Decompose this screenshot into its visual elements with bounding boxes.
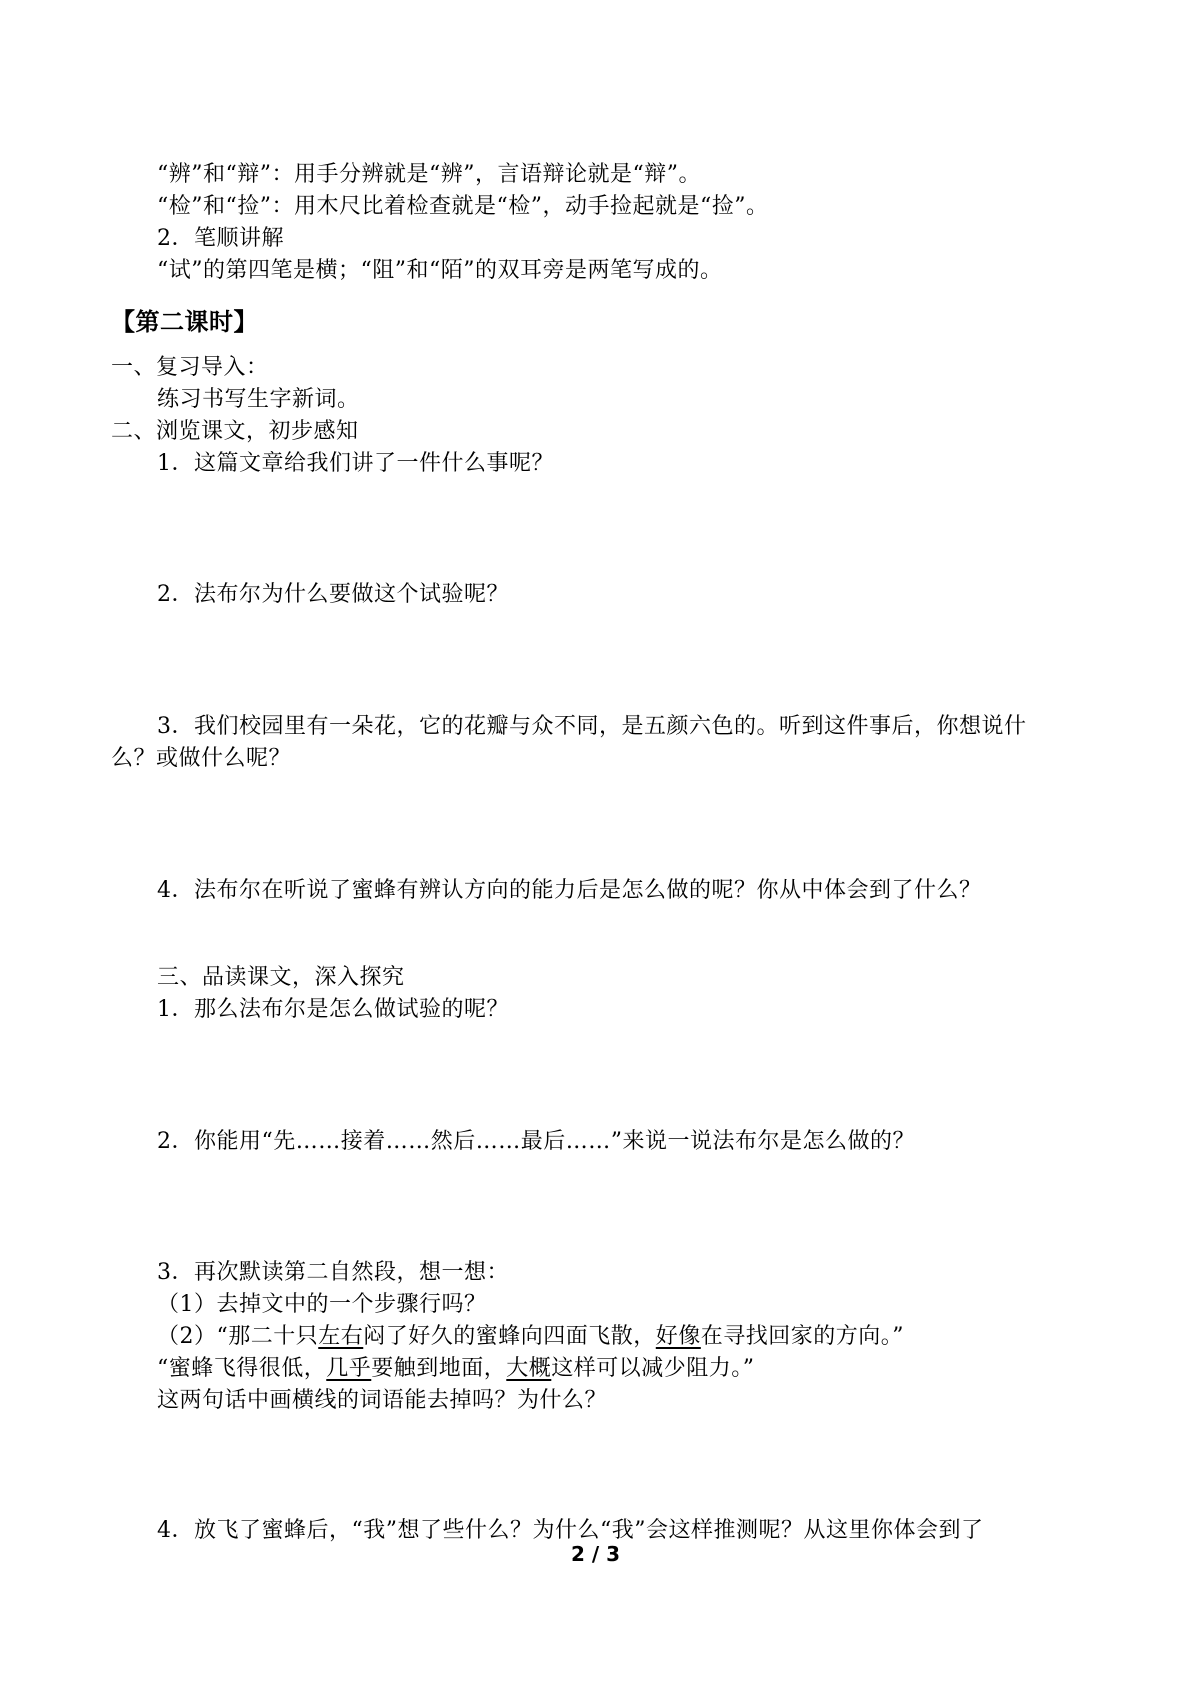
text-span: “蜜蜂飞得很低， (157, 1356, 327, 1381)
part-title: 三、品读课文，深入探究 (157, 965, 405, 990)
text-line: “辨”和“辩”：用手分辨就是“辨”，言语辩论就是“辩”。 (157, 162, 701, 187)
underlined-word: 几乎 (326, 1356, 372, 1381)
part-title: 一、复习导入： (111, 355, 269, 380)
text-span: 这样可以减少阻力。” (551, 1356, 755, 1381)
question: 3．我们校园里有一朵花，它的花瓣与众不同，是五颜六色的。听到这件事后，你想说什 (157, 714, 1027, 739)
underlined-word: 好像 (655, 1324, 701, 1349)
question: 这两句话中画横线的词语能去掉吗？为什么？ (157, 1388, 608, 1413)
text-span: 要触到地面， (371, 1356, 507, 1381)
question: 4．法布尔在听说了蜜蜂有辨认方向的能力后是怎么做的呢？你从中体会到了什么？ (157, 878, 982, 903)
text-span: （2）“那二十只 (157, 1324, 319, 1349)
sub-question: （1）去掉文中的一个步骤行吗？ (157, 1292, 487, 1317)
underlined-word: 大概 (506, 1356, 552, 1381)
text-line: 2．笔顺讲解 (157, 226, 284, 251)
section-heading: 【第二课时】 (111, 308, 258, 336)
sub-question (157, 1322, 904, 1352)
question: 2．你能用“先……接着……然后……最后……”来说一说法布尔是怎么做的？ (157, 1129, 915, 1154)
text-line: “试”的第四笔是横；“阻”和“陌”的双耳旁是两笔写成的。 (157, 258, 723, 283)
quote-line (157, 1354, 755, 1384)
question: 么？或做什么呢？ (111, 746, 292, 771)
text-span: 闷了好久的蜜蜂向四面飞散， (363, 1324, 656, 1349)
page-number: 2 / 3 (570, 1542, 621, 1566)
question: 3．再次默读第二自然段，想一想： (157, 1260, 509, 1285)
question: 1．这篇文章给我们讲了一件什么事呢？ (157, 451, 554, 476)
part-title: 二、浏览课文，初步感知 (111, 419, 359, 444)
text-span: 在寻找回家的方向。” (700, 1324, 905, 1349)
question: 4．放飞了蜜蜂后，“我”想了些什么？为什么“我”会这样推测呢？从这里你体会到了 (157, 1518, 984, 1543)
text-line: 练习书写生字新词。 (157, 387, 360, 412)
underlined-word: 左右 (318, 1324, 364, 1349)
text-line: “检”和“捡”：用木尺比着检查就是“检”，动手捡起就是“捡”。 (157, 194, 769, 219)
question: 2．法布尔为什么要做这个试验呢？ (157, 582, 509, 607)
question: 1．那么法布尔是怎么做试验的呢？ (157, 997, 509, 1022)
